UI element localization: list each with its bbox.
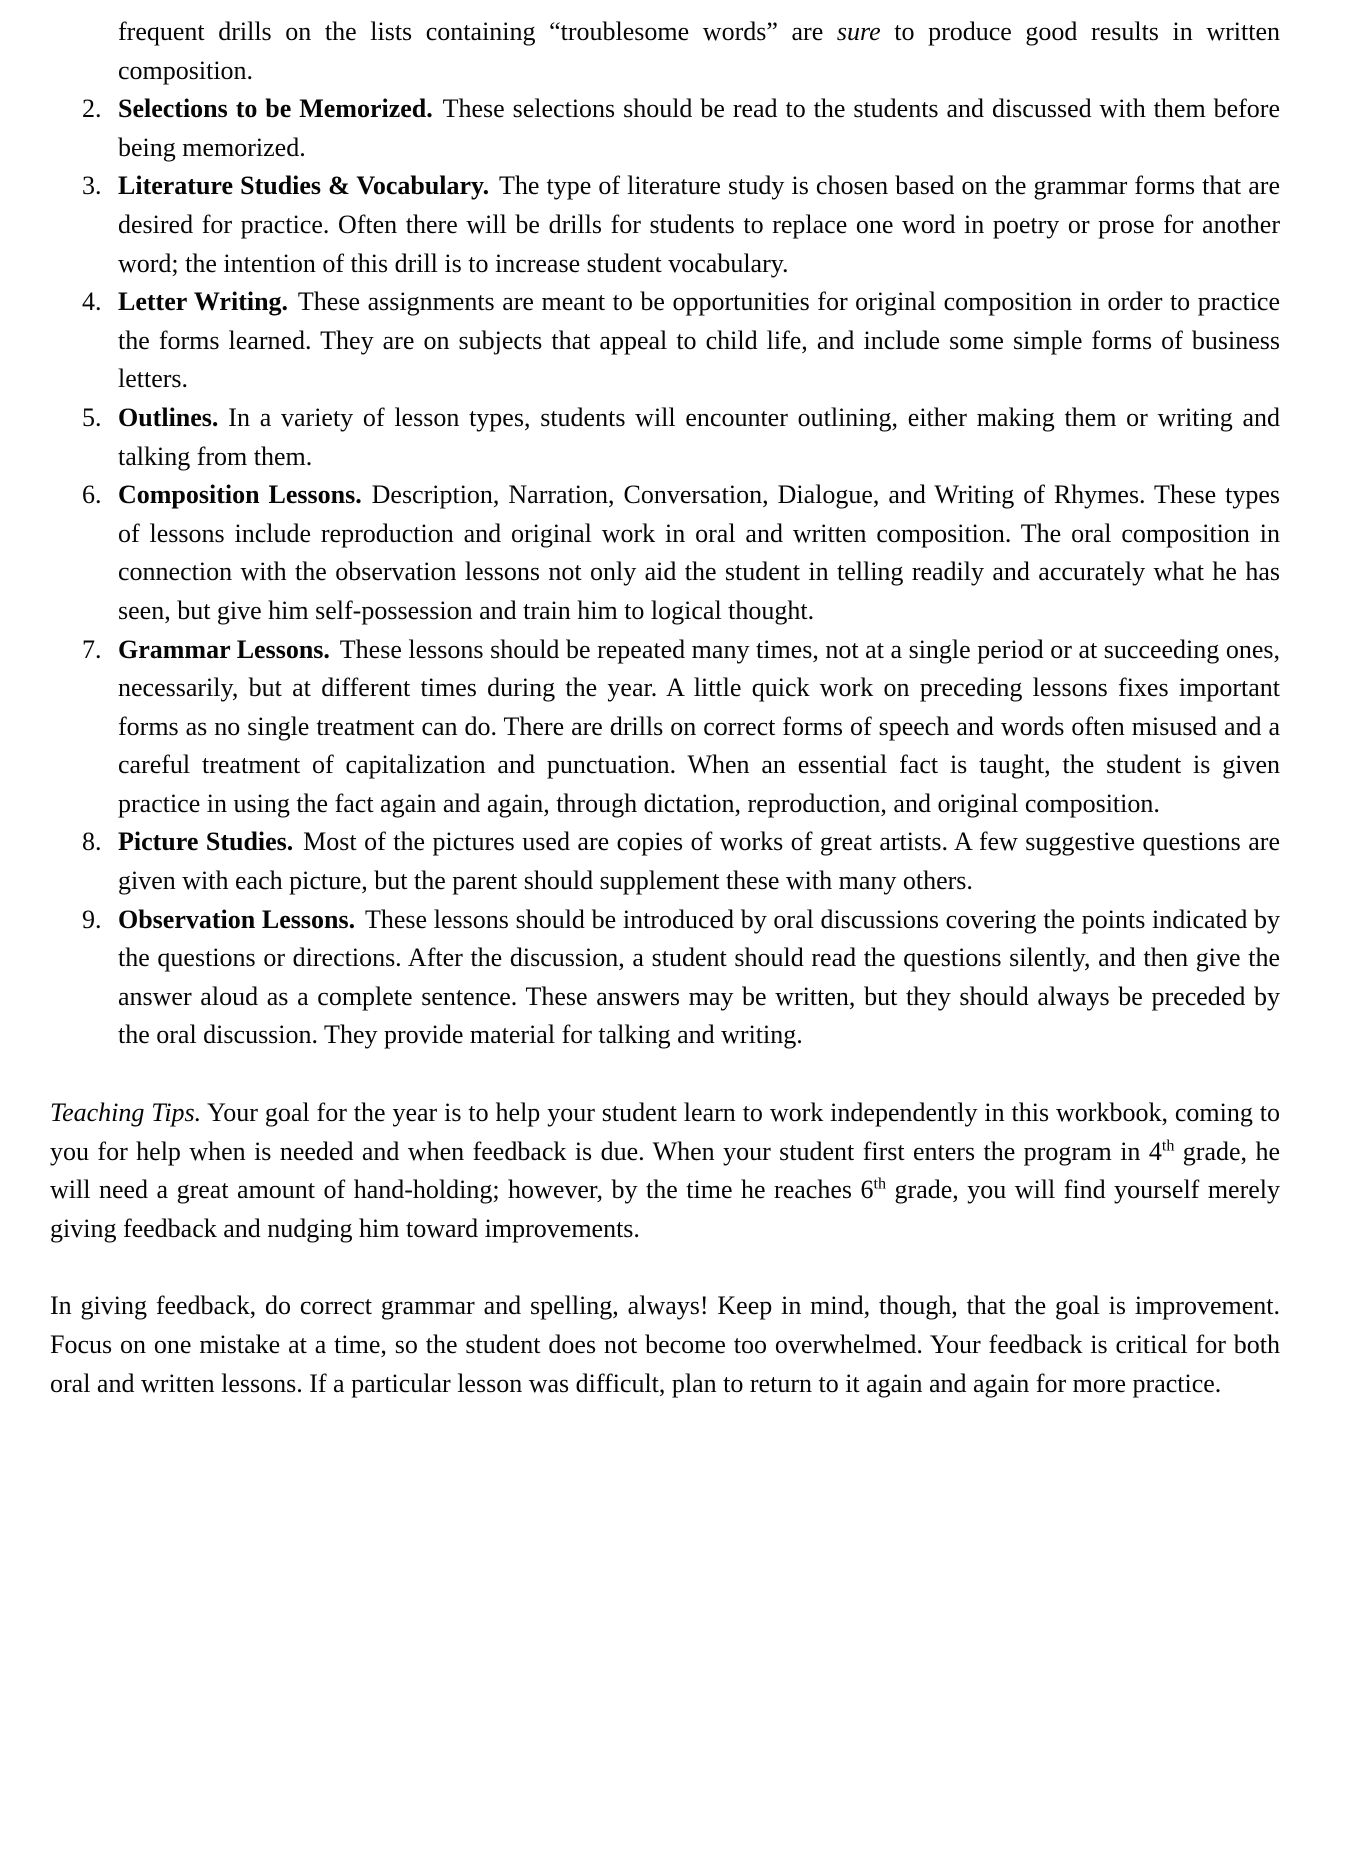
italic-text: Teaching Tips. (50, 1098, 202, 1128)
list-item-number: 4. (82, 287, 102, 317)
list-item (50, 823, 1280, 900)
list-item-title: Grammar Lessons. (118, 634, 330, 664)
text-segment: In giving feedback, do correct grammar and spelling, always! Keep in mind, though, that the goal is improvement. Focus on one mistake at a time, so the student does not become too overwhelmed. Your feedback is critical for both oral and written lessons. If a particular lesson was difficult, plan to return to it again and again for more practice. (50, 1291, 1280, 1398)
list-item-body: These selections should be read to the students and discussed with them before being memorized. (118, 94, 1280, 162)
list-item-body: These lessons should be introduced by oral discussions covering the points indicated by the questions or directions. After the discussion, a student should read the questions silently, and then give the answer aloud as a complete sentence. These answers may be written, but they should always be preceded by the oral discussion. They provide material for talking and writing. (118, 904, 1281, 1050)
list-item-text (118, 167, 1280, 283)
list-item-body: In a variety of lesson types, students will encounter outlining, either making them or writing and talking from them. (118, 402, 1280, 471)
closing-paragraphs (50, 1094, 1280, 1403)
list-item-title: Composition Lessons. (118, 480, 362, 510)
list-item-body: Description, Narration, Conversation, Dialogue, and Writing of Rhymes. These types of lessons include reproduction and original work in oral and written composition. The oral composition in connection with the observation lessons not only aid the student in telling readily and accurately what he has seen, but give him self-possession and train him to logical thought. (118, 480, 1280, 625)
text-segment: grade, you will find yourself merely giving feedback and nudging him toward improvements. (50, 1175, 1281, 1243)
list-item-number: 7. (82, 634, 102, 664)
list-item-title: Outlines. (118, 402, 219, 432)
paragraph (50, 1287, 1280, 1403)
list-item (50, 90, 1280, 167)
list-item-number: 9. (82, 904, 102, 934)
list-item-number: 2. (82, 94, 102, 124)
list-item-body: These assignments are meant to be opportunities for original composition in order to practice the forms learned. They are on subjects that appeal to child life, and include some simple forms of business letters. (118, 287, 1280, 394)
list-item-text (118, 823, 1280, 900)
list-item-text (118, 631, 1280, 824)
list-item-text (118, 283, 1280, 399)
list-item-number: 6. (82, 480, 102, 510)
list-item-text (118, 399, 1280, 476)
paragraph (50, 1094, 1280, 1248)
list-item-number: 3. (82, 171, 102, 201)
text-segment: grade, he will need a great amount of hand-holding; however, by the time he reaches 6 (50, 1136, 1280, 1205)
superscript-text: th (873, 1175, 887, 1193)
italic-text: sure (836, 17, 881, 46)
list-item-body: These lessons should be repeated many times, not at a single period or at succeeding ones, necessarily, but at different times during the year. A little quick work on preceding lessons fixes important forms as no single treatment can do. There are drills on correct forms of speech and words often misused and a careful treatment of capitalization and punctuation. When an essential fact is taught, the student is given practice in using the fact again and again, through dictation, reproduction, and original composition. (118, 634, 1280, 818)
text-segment: Your goal for the year is to help your student learn to work independently in this workbook, coming to you for help when is needed and when feedback is due. When your student first enters the program in 4 (50, 1098, 1281, 1166)
list-item-title: Letter Writing. (118, 287, 289, 317)
list-item (50, 167, 1280, 283)
text-segment: to produce good results in written composition. (118, 17, 1281, 85)
list-item-body: The type of literature study is chosen based on the grammar forms that are desired for practice. Often there will be drills for students to replace one word in poetry or prose for another word; the intention of this drill is to increase student vocabulary. (118, 171, 1280, 278)
list-item-number: 5. (82, 402, 102, 432)
list-item-text (118, 476, 1280, 630)
list-item-title: Selections to be Memorized. (118, 94, 433, 124)
list-item (50, 399, 1280, 476)
intro-continuation-paragraph (118, 13, 1280, 90)
lesson-type-list (50, 90, 1280, 1055)
list-item (50, 476, 1280, 630)
text-segment: frequent drills on the lists containing “troublesome words” are (118, 17, 837, 46)
list-item (50, 901, 1280, 1055)
list-item-number: 8. (82, 827, 102, 857)
list-item (50, 283, 1280, 399)
superscript-text: th (1161, 1136, 1175, 1154)
list-item-text (118, 901, 1280, 1055)
list-item-title: Picture Studies. (118, 827, 294, 857)
list-item (50, 631, 1280, 824)
list-item-title: Literature Studies & Vocabulary. (118, 171, 490, 201)
list-item-text (118, 90, 1280, 167)
list-item-title: Observation Lessons. (118, 904, 356, 934)
list-item-body: Most of the pictures used are copies of works of great artists. A few suggestive questions are given with each picture, but the parent should supplement these with many others. (118, 827, 1280, 896)
